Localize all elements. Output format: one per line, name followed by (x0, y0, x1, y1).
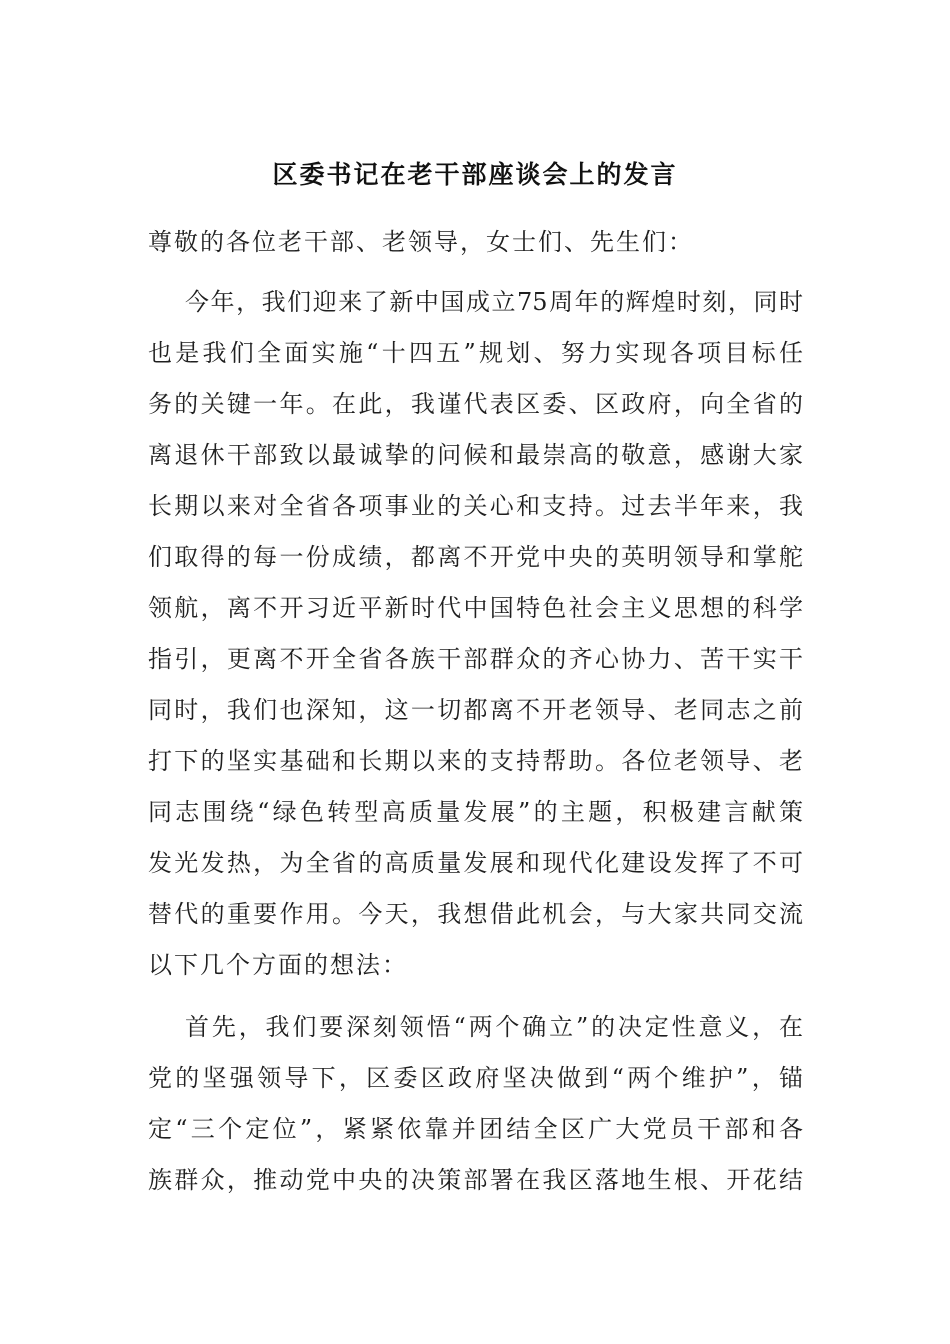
paragraph-line: 领航，离不开习近平新时代中国特色社会主义思想的科学 (148, 594, 803, 622)
paragraph-line: 今年，我们迎来了新中国成立75周年的辉煌时刻，同时 (185, 288, 803, 316)
paragraph-line: 指引，更离不开全省各族干部群众的齐心协力、苦干实干 (148, 645, 803, 673)
paragraph-line: 以下几个方面的想法： (148, 951, 408, 979)
paragraph-line: 发光发热，为全省的高质量发展和现代化建设发挥了不可 (148, 849, 803, 877)
paragraph-line: 务的关键一年。在此，我谨代表区委、区政府，向全省的 (148, 390, 803, 418)
document-title: 区委书记在老干部座谈会上的发言 (272, 160, 678, 189)
paragraph-line: 长期以来对全省各项事业的关心和支持。过去半年来，我 (148, 492, 803, 520)
paragraph-line: 离退休干部致以最诚挚的问候和最崇高的敬意，感谢大家 (148, 441, 803, 469)
paragraph-line: 打下的坚实基础和长期以来的支持帮助。各位老领导、老 (148, 747, 803, 775)
paragraph-line: 同时，我们也深知，这一切都离不开老领导、老同志之前 (148, 696, 803, 724)
paragraph-line: 族群众，推动党中央的决策部署在我区落地生根、开花结 (148, 1166, 803, 1194)
paragraph-line: 也是我们全面实施“十四五”规划、努力实现各项目标任 (148, 339, 803, 367)
paragraph-line: 首先，我们要深刻领悟“两个确立”的决定性意义，在 (185, 1013, 803, 1041)
salutation: 尊敬的各位老干部、老领导，女士们、先生们： (148, 228, 694, 256)
paragraph-line: 定“三个定位”，紧紧依靠并团结全区广大党员干部和各 (148, 1115, 803, 1143)
paragraph-line: 替代的重要作用。今天，我想借此机会，与大家共同交流 (148, 900, 803, 928)
paragraph-line: 同志围绕“绿色转型高质量发展”的主题，积极建言献策 (148, 798, 803, 826)
paragraph-line: 们取得的每一份成绩，都离不开党中央的英明领导和掌舵 (148, 543, 803, 571)
paragraph-line: 党的坚强领导下，区委区政府坚决做到“两个维护”，锚 (148, 1064, 803, 1092)
